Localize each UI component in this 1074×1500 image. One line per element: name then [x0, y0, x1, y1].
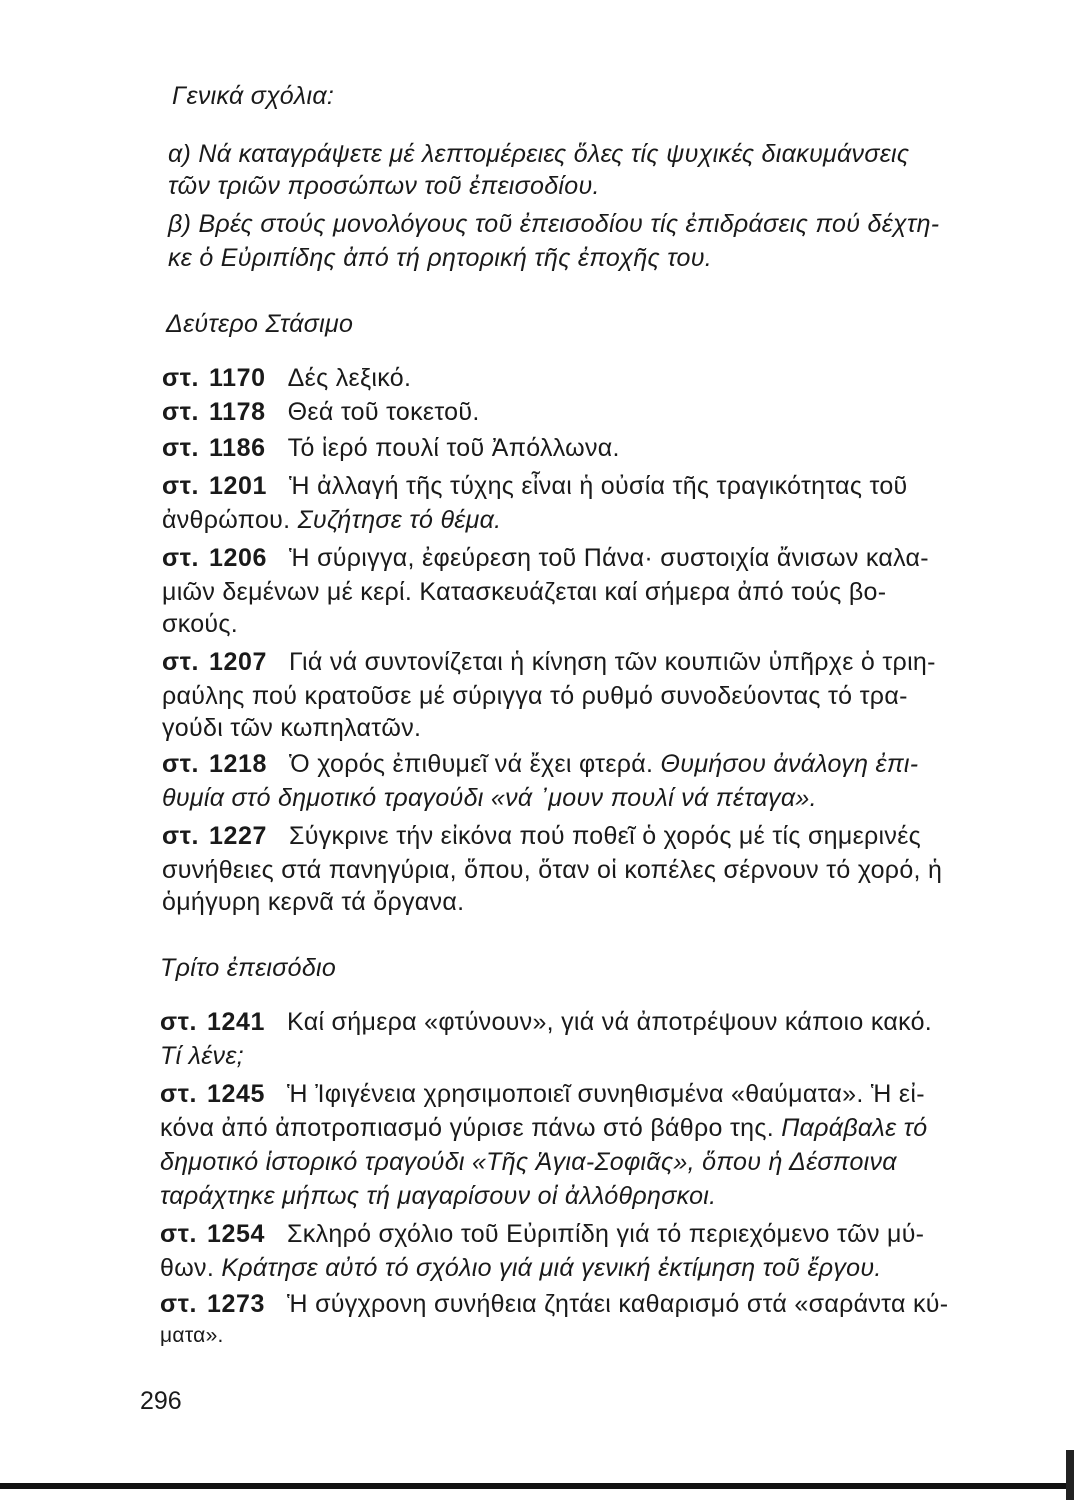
- note-1218: στ. 1218 Ὁ χορός ἐπιθυμεῖ νά ἔχει φτερά. Θυμήσου ἀνάλογη ἐπι-: [162, 750, 919, 778]
- note-1273: στ. 1273 Ἡ σύγχρονη συνήθεια ζητάει καθαρισμό στά «σαράντα κύ-: [160, 1290, 949, 1318]
- verse-ref: στ. 1186: [162, 434, 266, 462]
- general-comments-heading: Γενικά σχόλια:: [172, 82, 335, 110]
- note-1245-line-4: ταράχτηκε μήπως τή μαγαρίσουν οἱ ἀλλόθρησκοι.: [160, 1182, 717, 1210]
- note-1206: στ. 1206 Ἡ σύριγγα, ἐφεύρεση τοῦ Πάνα· συστοιχία ἄνισων καλα-: [162, 544, 929, 572]
- verse-ref: στ. 1227: [162, 822, 268, 850]
- note-1241: στ. 1241 Καί σήμερα «φτύνουν», γιά νά ἀποτρέψουν κάποιο κακό.: [160, 1008, 933, 1036]
- second-stasimon-heading: Δεύτερο Στάσιμο: [166, 310, 354, 338]
- verse-ref: στ. 1273: [160, 1290, 266, 1318]
- comment-a-line-1: α) Νά καταγράψετε μέ λεπτομέρειες ὅλες τίς ψυχικές διακυμάνσεις: [168, 140, 910, 168]
- comment-a-line-2: τῶν τριῶν προσώπων τοῦ ἐπεισοδίου.: [168, 172, 600, 200]
- note-1207-line-3: γούδι τῶν κωπηλατῶν.: [162, 714, 422, 742]
- note-1206-line-2: μιῶν δεμένων μέ κερί. Κατασκευάζεται καί σήμερα ἀπό τούς βο-: [162, 578, 887, 606]
- note-1201-line-2: ἀνθρώπου. Συζήτησε τό θέμα.: [162, 506, 502, 534]
- note-1245-line-3: δημοτικό ἱστορικό τραγούδι «Τῆς Ἁγια-Σοφιᾶς», ὅπου ἡ Δέσποινα: [160, 1148, 897, 1176]
- note-1227-line-3: ὁμήγυρη κερνᾶ τά ὄργανα.: [162, 888, 465, 916]
- verse-ref: στ. 1207: [162, 648, 268, 676]
- note-1206-line-3: σκούς.: [162, 610, 238, 638]
- note-1207: στ. 1207 Γιά νά συντονίζεται ἡ κίνηση τῶν κουπιῶν ὑπῆρχε ὁ τριη-: [162, 648, 936, 676]
- verse-ref: στ. 1254: [160, 1220, 266, 1248]
- note-1178: στ. 1178 Θεά τοῦ τοκετοῦ.: [162, 398, 480, 426]
- note-1227: στ. 1227 Σύγκρινε τήν εἰκόνα πού ποθεῖ ὁ χορός μέ τίς σημερινές: [162, 822, 922, 850]
- comment-b-line-2: κε ὁ Εὐριπίδης ἀπό τή ρητορική τῆς ἐποχῆς του.: [168, 244, 712, 272]
- note-1186: στ. 1186 Τό ἱερό πουλί τοῦ Ἀπόλλωνα.: [162, 434, 620, 462]
- note-1207-line-2: ραύλης πού κρατοῦσε μέ σύριγγα τό ρυθμό συνοδεύοντας τό τρα-: [162, 682, 908, 710]
- verse-ref: στ. 1241: [160, 1008, 266, 1036]
- scan-edge-line: [0, 1483, 1074, 1489]
- verse-ref: στ. 1170: [162, 364, 266, 392]
- verse-ref: στ. 1245: [160, 1080, 266, 1108]
- verse-ref: στ. 1178: [162, 398, 266, 426]
- scan-edge-corner: [1066, 1450, 1074, 1500]
- verse-ref: στ. 1206: [162, 544, 268, 572]
- note-1273-line-2: ματα».: [160, 1324, 224, 1347]
- verse-ref: στ. 1218: [162, 750, 268, 778]
- note-1218-line-2: θυμία στό δημοτικό τραγούδι «νά ᾽μουν πουλί νά πέταγα».: [162, 784, 817, 812]
- note-1241-line-2: Τί λένε;: [160, 1042, 244, 1070]
- page-number: 296: [140, 1387, 182, 1415]
- note-1170: στ. 1170 Δές λεξικό.: [162, 364, 412, 392]
- third-episode-heading: Τρίτο ἐπεισόδιο: [160, 954, 337, 982]
- note-1227-line-2: συνήθειες στά πανηγύρια, ὅπου, ὅταν οἱ κοπέλες σέρνουν τό χορό, ἡ: [162, 856, 943, 884]
- comment-b-line-1: β) Βρές στούς μονολόγους τοῦ ἐπεισοδίου τίς ἐπιδράσεις πού δέχτη-: [168, 210, 940, 238]
- verse-ref: στ. 1201: [162, 472, 268, 500]
- note-1245: στ. 1245 Ἡ Ἰφιγένεια χρησιμοποιεῖ συνηθισμένα «θαύματα». Ἡ εἰ-: [160, 1080, 925, 1108]
- note-1245-line-2: κόνα ἀπό ἀποτροπιασμό γύρισε πάνω στό βάθρο της. Παράβαλε τό: [160, 1114, 928, 1142]
- note-1254: στ. 1254 Σκληρό σχόλιο τοῦ Εὐριπίδη γιά τό περιεχόμενο τῶν μύ-: [160, 1220, 925, 1248]
- note-1254-line-2: θων. Κράτησε αὐτό τό σχόλιο γιά μιά γενική ἐκτίμηση τοῦ ἔργου.: [160, 1254, 882, 1282]
- note-1201: στ. 1201 Ἡ ἀλλαγή τῆς τύχης εἶναι ἡ οὐσία τῆς τραγικότητας τοῦ: [162, 472, 908, 500]
